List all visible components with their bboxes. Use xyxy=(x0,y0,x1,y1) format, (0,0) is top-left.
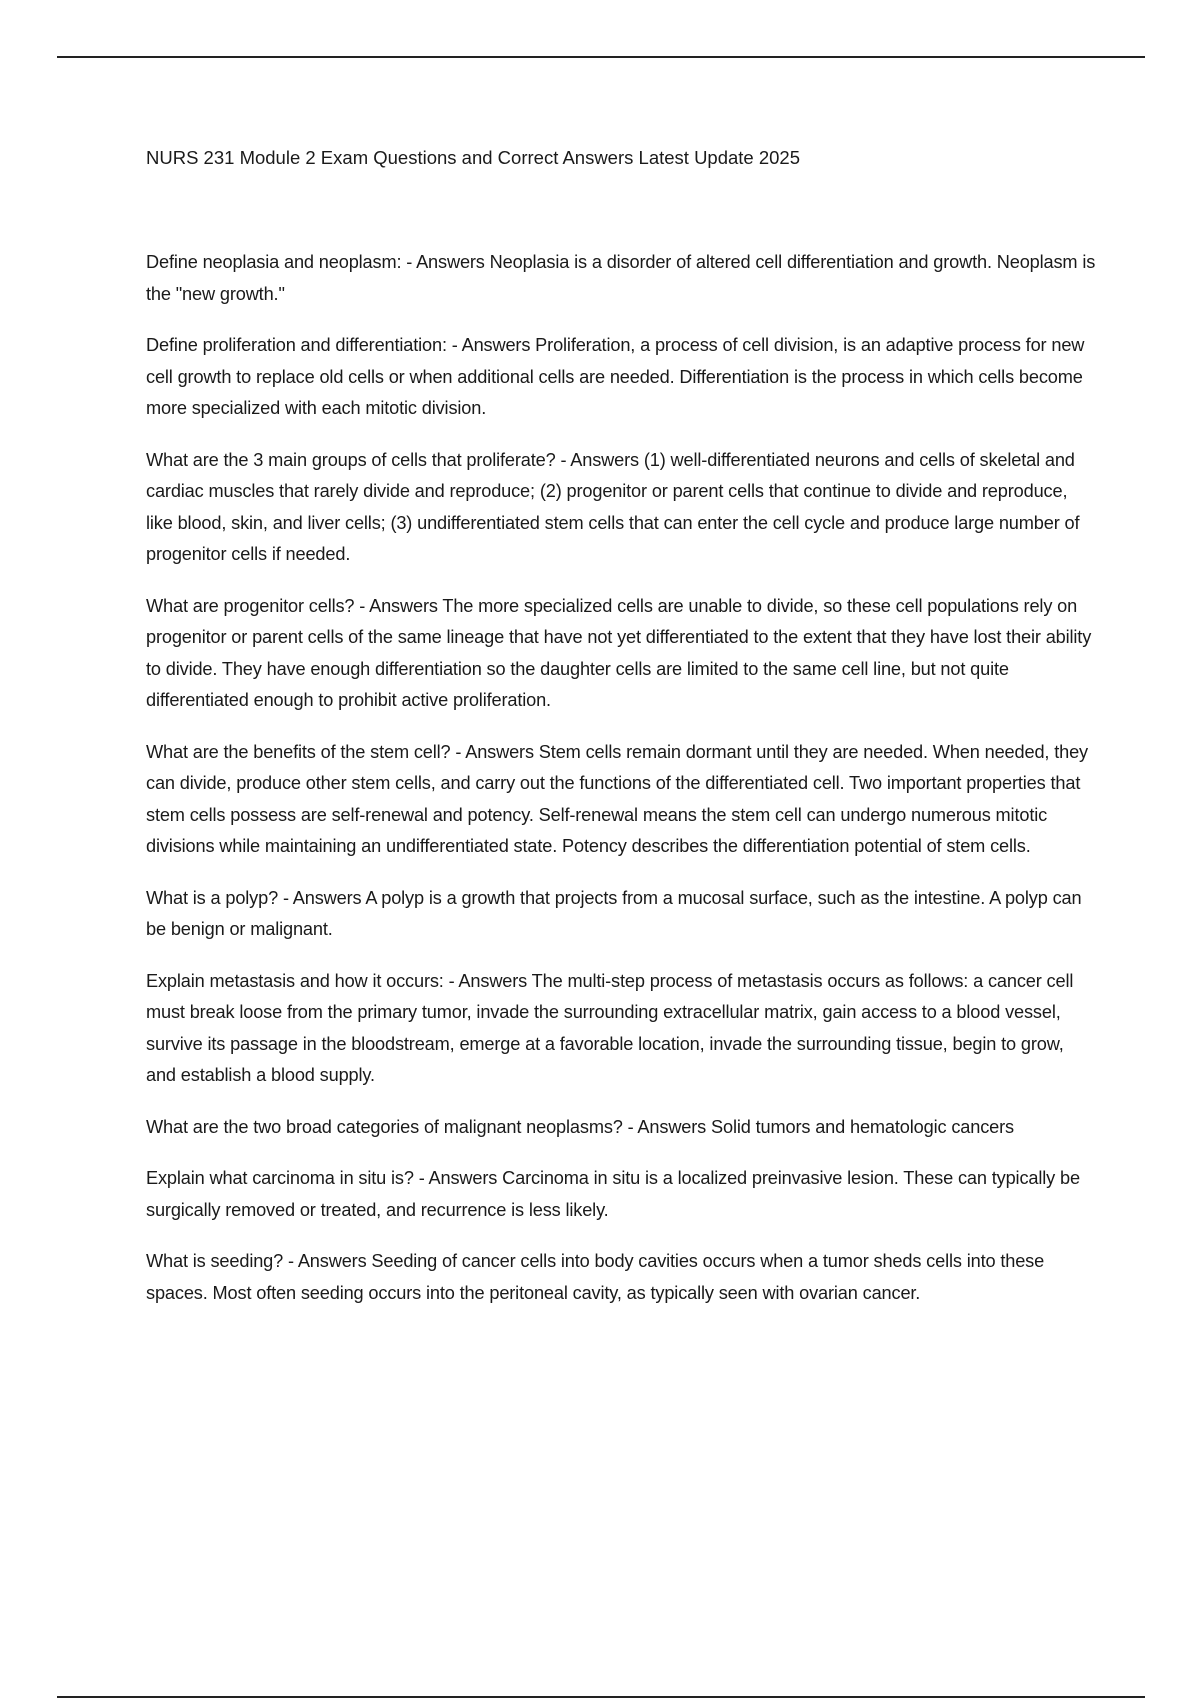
qa-item-cell-groups: What are the 3 main groups of cells that proliferate? - Answers (1) well-differentiated neurons and cells of skeletal and cardiac muscles that rarely divide and reproduce; (2) progenitor or parent cells that continue to divide and reproduce, like blood, skin, and liver cells; (3) undifferentiated stem cells that can enter the cell cycle and produce large number of progenitor cells if needed. xyxy=(146,449,1080,564)
qa-item-carcinoma-in-situ: Explain what carcinoma in situ is? - Answers Carcinoma in situ is a localized preinvasive lesion. These can typically be surgically removed or treated, and recurrence is less likely. xyxy=(146,1168,1080,1220)
qa-list xyxy=(146,247,1096,1329)
footer-rule xyxy=(57,1696,1145,1698)
qa-item-polyp: What is a polyp? - Answers A polyp is a growth that projects from a mucosal surface, such as the intestine. A polyp can be benign or malignant. xyxy=(146,887,1082,939)
qa-item-malignant-categories: What are the two broad categories of malignant neoplasms? - Answers Solid tumors and hematologic cancers xyxy=(146,1116,1014,1137)
qa-item-neoplasia: Define neoplasia and neoplasm: - Answers Neoplasia is a disorder of altered cell differentiation and growth. Neoplasm is the "new growth." xyxy=(146,252,1096,304)
qa-item-proliferation: Define proliferation and differentiation: - Answers Proliferation, a process of cell division, is an adaptive process for new cell growth to replace old cells or when additional cells are needed. Differentiation is the process in which cells become more specialized with each mitotic division. xyxy=(146,335,1085,418)
header-rule xyxy=(57,56,1145,58)
document-title: NURS 231 Module 2 Exam Questions and Correct Answers Latest Update 2025 xyxy=(146,147,801,168)
qa-item-metastasis: Explain metastasis and how it occurs: - Answers The multi-step process of metastasis occurs as follows: a cancer cell must break loose from the primary tumor, invade the surrounding extracellular matrix, gain access to a blood vessel, survive its passage in the bloodstream, emerge at a favorable location, invade the surrounding tissue, begin to grow, and establish a blood supply. xyxy=(146,970,1074,1085)
qa-item-progenitor-cells: What are progenitor cells? - Answers The more specialized cells are unable to divide, so these cell populations rely on progenitor or parent cells of the same lineage that have not yet differentiated to the extent that they have lost their ability to divide. They have enough differentiation so the daughter cells are limited to the same cell line, but not quite differentiated enough to prohibit active proliferation. xyxy=(146,595,1092,710)
qa-item-seeding: What is seeding? - Answers Seeding of cancer cells into body cavities occurs when a tumor sheds cells into these spaces. Most often seeding occurs into the peritoneal cavity, as typically seen with ovarian cancer. xyxy=(146,1251,1045,1303)
qa-item-stem-cell-benefits: What are the benefits of the stem cell? - Answers Stem cells remain dormant until they are needed. When needed, they can divide, produce other stem cells, and carry out the functions of the differentiated cell. Two important properties that stem cells possess are self-renewal and potency. Self-renewal means the stem cell can undergo numerous mitotic divisions while maintaining an undifferentiated state. Potency describes the differentiation potential of stem cells. xyxy=(146,741,1088,856)
